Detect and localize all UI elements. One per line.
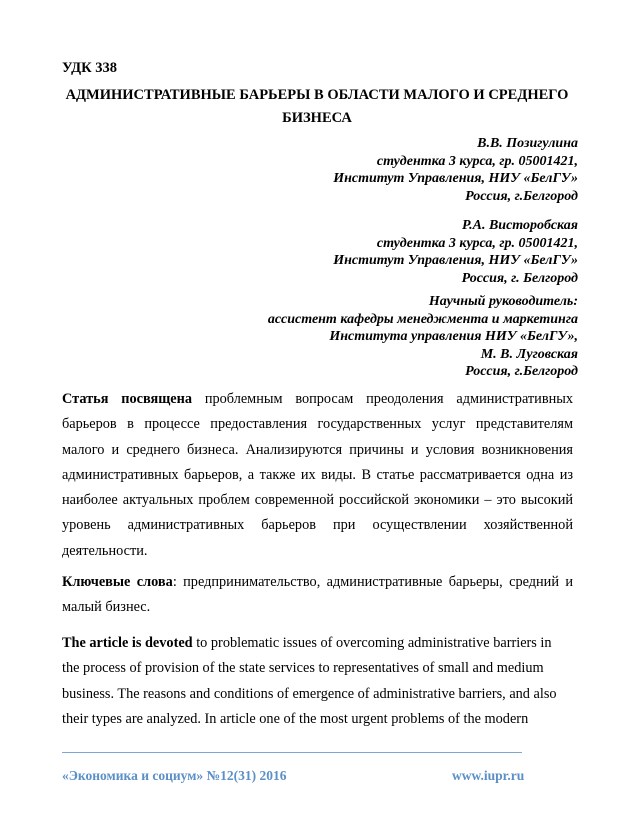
author-location: Россия, г.Белгород [465, 188, 578, 204]
abstract-en-line-1: to problematic issues of overcoming administrative barriers in [192, 635, 552, 651]
abstract-russian [62, 387, 573, 564]
abstract-en-lead: The article is devoted [62, 635, 193, 651]
author-name: В.В. Позигулина [477, 136, 578, 151]
supervisor-institution: Института управления НИУ «БелГУ», [329, 329, 578, 344]
keywords-paragraph [62, 570, 573, 621]
footer-divider [62, 752, 522, 753]
article-title [62, 84, 572, 130]
abstract-en-line-2: the process of provision of the state services to representatives of small and medium [62, 660, 544, 677]
abstract-english [62, 631, 573, 732]
title-line-2: БИЗНЕСА [282, 110, 352, 126]
author-position: студентка 3 курса, гр. 05001421, [376, 235, 578, 251]
abstract-en-line-3: business. The reasons and conditions of emergence of administrative barriers, and also [62, 685, 557, 702]
author-position: студентка 3 курса, гр. 05001421, [376, 153, 578, 169]
keywords-lead: Ключевые слова [62, 574, 173, 590]
supervisor-name: М. В. Луговская [480, 346, 578, 362]
author-1 [98, 135, 578, 205]
abstract-ru-lead: Статья посвящена [62, 391, 193, 407]
supervisor-block [98, 293, 578, 381]
keywords-text: : предпринимательство, административные барьеры, средний и малый бизнес. [62, 574, 573, 616]
supervisor-label: Научный руководитель: [428, 294, 578, 309]
supervisor-position: ассистент кафедры менеджмента и маркетинга [267, 311, 578, 327]
author-institution: Институт Управления, НИУ «БелГУ» [333, 253, 578, 268]
author-location: Россия, г. Белгород [461, 270, 578, 286]
supervisor-location: Россия, г.Белгород [465, 364, 578, 379]
abstract-en-line-4: their types are analyzed. In article one of the most urgent problems of the modern [62, 710, 529, 727]
author-name: Р.А. Висторобская [461, 218, 578, 233]
title-line-1: АДМИНИСТРАТИВНЫЕ БАРЬЕРЫ В ОБЛАСТИ МАЛОГО И СРЕДНЕГО [65, 87, 569, 103]
author-institution: Институт Управления, НИУ «БелГУ» [333, 171, 578, 186]
abstract-ru-text: проблемным вопросам преодоления административных барьеров в процессе предоставления государственных услуг представителям малого и среднего бизнеса. Анализируются причины и условия возникновения административных барьеров, а также их виды. В статье рассматривается одна из наиболее актуальных проблем современной российской экономики – это высокий уровень административных барьеров при осуществлении хозяйственной деятельности. [62, 391, 573, 559]
footer-journal: «Экономика и социум» №12(31) 2016 [62, 768, 287, 783]
authors-block [98, 135, 578, 299]
udk-code: УДК 338 [62, 60, 118, 76]
footer-website[interactable]: www.iupr.ru [452, 768, 525, 783]
author-2 [98, 217, 578, 287]
